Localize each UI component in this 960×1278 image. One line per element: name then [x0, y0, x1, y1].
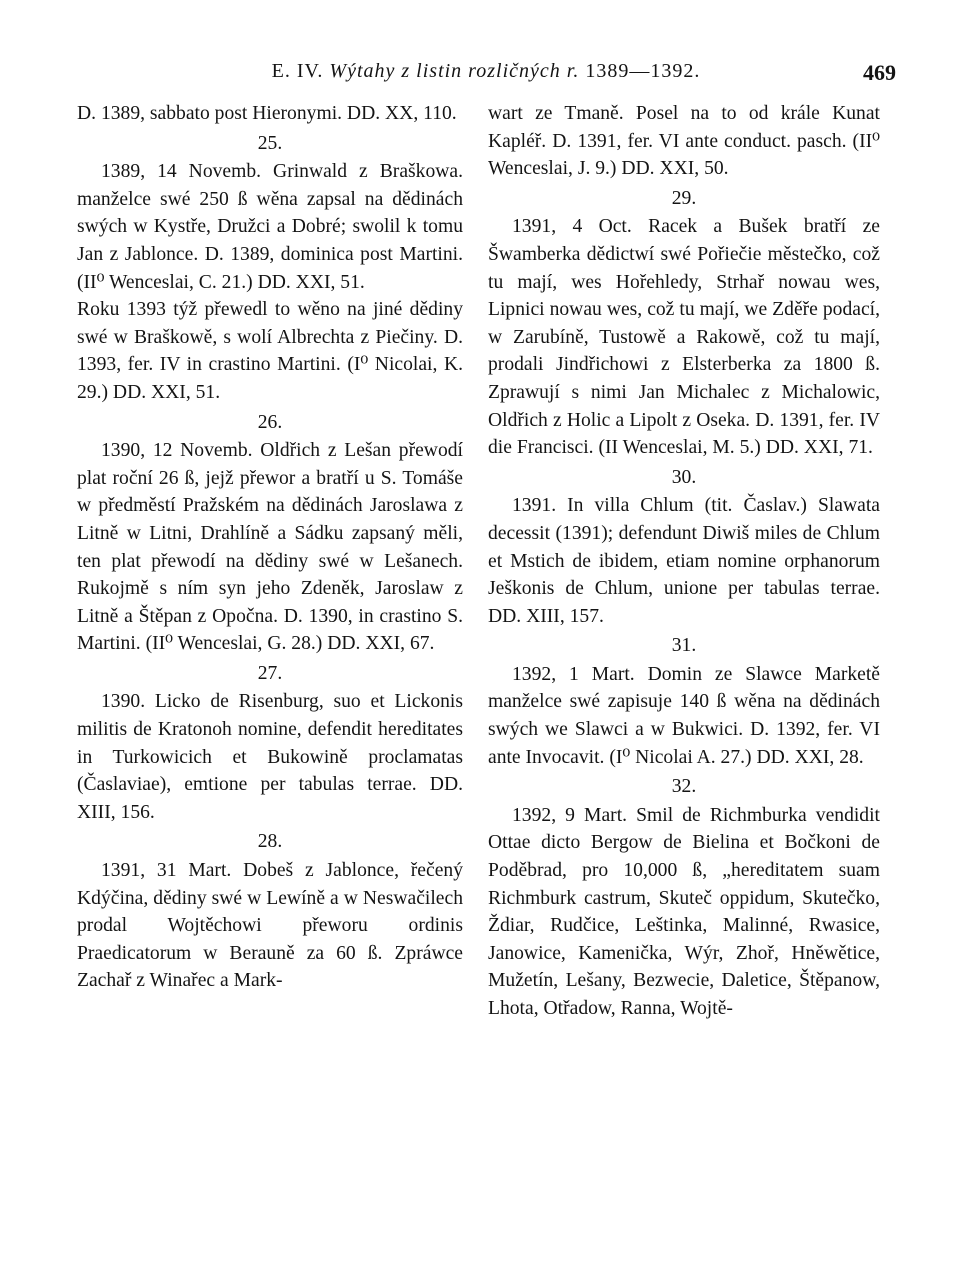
entry-number-30: 30. [671, 466, 697, 488]
entry-number-29: 29. [671, 187, 697, 209]
entry-27-text: 1390. Licko de Risenburg, suo et Lickonis militis de Kratonoh nomine, defendit hereditates in Turkowicich et Bukowině proclamatas (Časlaviae), emtione per tabulas terrae. DD. XIII, 156. [77, 691, 463, 823]
left-column [77, 100, 463, 995]
title-years: 1389—1392. [585, 60, 701, 82]
entry-number-26: 26. [257, 411, 283, 433]
entry-24-tail: D. 1389, sabbato post Hieronymi. DD. XX, 110. [77, 103, 457, 124]
entry-26-text: 1390, 12 Novemb. Oldřich z Lešan přewodí plat roční 26 ß, jejž přewor a bratří u S. Tomáše w předměstí Pražském na dědinách Jaroslawa z Litně w Litni, Drahlíně a Sádku zapsaný měli, ten plat přewodí na dědiny swé w Lešanech. Rukojmě s ním syn jeho Zdeněk, Jaroslaw z Litně a Štěpan z Opočna. D. 1390, in crastino S. Martini. (II⁰ Wenceslai, G. 28.) DD. XXI, 67. [77, 440, 463, 655]
entry-28-text: 1391, 31 Mart. Dobeš z Jablonce, řečený Kdýčina, dědiny swé w Lewíně a w Neswačilech prodal Wojtěchowi přeworu ordinis Praedicatorum w Berauně za 60 ß. Zpráwce Zachař z Winařec a Mark- [77, 860, 463, 992]
part-label: E. IV. [271, 60, 324, 82]
running-head [76, 60, 896, 92]
entry-25-text: 1389, 14 Novemb. Grinwald z Braškowa. manželce swé 250 ß wěna zapsal na dědinách swých w Kystře, Družci a Dobré; swolil k tomu Jan z Jablonce. D. 1389, dominica post Martini. (II⁰ Wenceslai, C. 21.) DD. XXI, 51. [77, 161, 463, 293]
entry-number-25: 25. [257, 132, 283, 154]
entry-number-31: 31. [671, 635, 697, 657]
entry-32-text: 1392, 9 Mart. Smil de Richmburka vendidit Ottae dicto Bergow de Bielina et Bočkoni de Poděbrad, pro 10,000 ß, „hereditatem suam Richmburk castrum, Skuteč oppidum, Skutečko, Ždiar, Rudčice, Leštinka, Malinné, Rwasice, Janowice, Kamenička, Wýr, Zhoř, Hněwětice, Mužetín, Lešany, Bezwecie, Daletice, Štěpanow, Lhota, Otřadow, Ranna, Wojtě- [488, 804, 880, 1019]
entry-25-note: Roku 1393 týž přewedl to wěno na jiné dědiny swé w Braškowě, s wolí Albrechta z Piečiny. D. 1393, fer. IV in crastino Martini. (I⁰ Nicolai, K. 29.) DD. XXI, 51. [77, 299, 463, 403]
entry-number-32: 32. [671, 776, 697, 798]
running-title [76, 60, 896, 83]
entry-31-text: 1392, 1 Mart. Domin ze Slawce Marketě manželce swé zapisuje 140 ß wěna na dědinách swých we Slawci a w Bukwici. D. 1392, fer. VI ante Invocavit. (I⁰ Nicolai A. 27.) DD. XXI, 28. [488, 663, 880, 768]
entry-29-text: 1391, 4 Oct. Racek a Bušek bratří ze Šwamberka dědictwí swé Pořiečie městečko, což tu mají, wes Hořehledy, Strhař nowau wes, Lipnici nowau wes, což tu mají, we Zděře podací, w Zarubíně, Tustowě a Rakowě, což tu mají, prodali Jindřichowi z Elsterberka za 1800 ß. Zprawují s nimi Jan Michalec z Michalowic, Oldřich z Holic a Lipolt z Oseka. D. 1391, fer. IV die Francisci. (II Wenceslai, M. 5.) DD. XXI, 71. [488, 216, 880, 459]
entry-28-continuation: wart ze Tmaně. Posel na to od krále Kunat Kapléř. D. 1391, fer. VI ante conduct. pasch. (II⁰ Wenceslai, J. 9.) DD. XXI, 50. [488, 103, 880, 180]
entry-number-28: 28. [257, 831, 283, 853]
entry-number-27: 27. [257, 662, 283, 684]
right-column [488, 100, 880, 1023]
title-italic: Wýtahy z listin rozličných r. [329, 60, 580, 82]
entry-30-text: 1391. In villa Chlum (tit. Časlav.) Slawata decessit (1391); defendunt Diwiš miles de Chlum et Mstich de ibidem, etiam nomine orphanorum Ješkonis de Chlum, unione per tabulas terrae. DD. XIII, 157. [488, 495, 880, 627]
page-number: 469 [863, 60, 896, 85]
